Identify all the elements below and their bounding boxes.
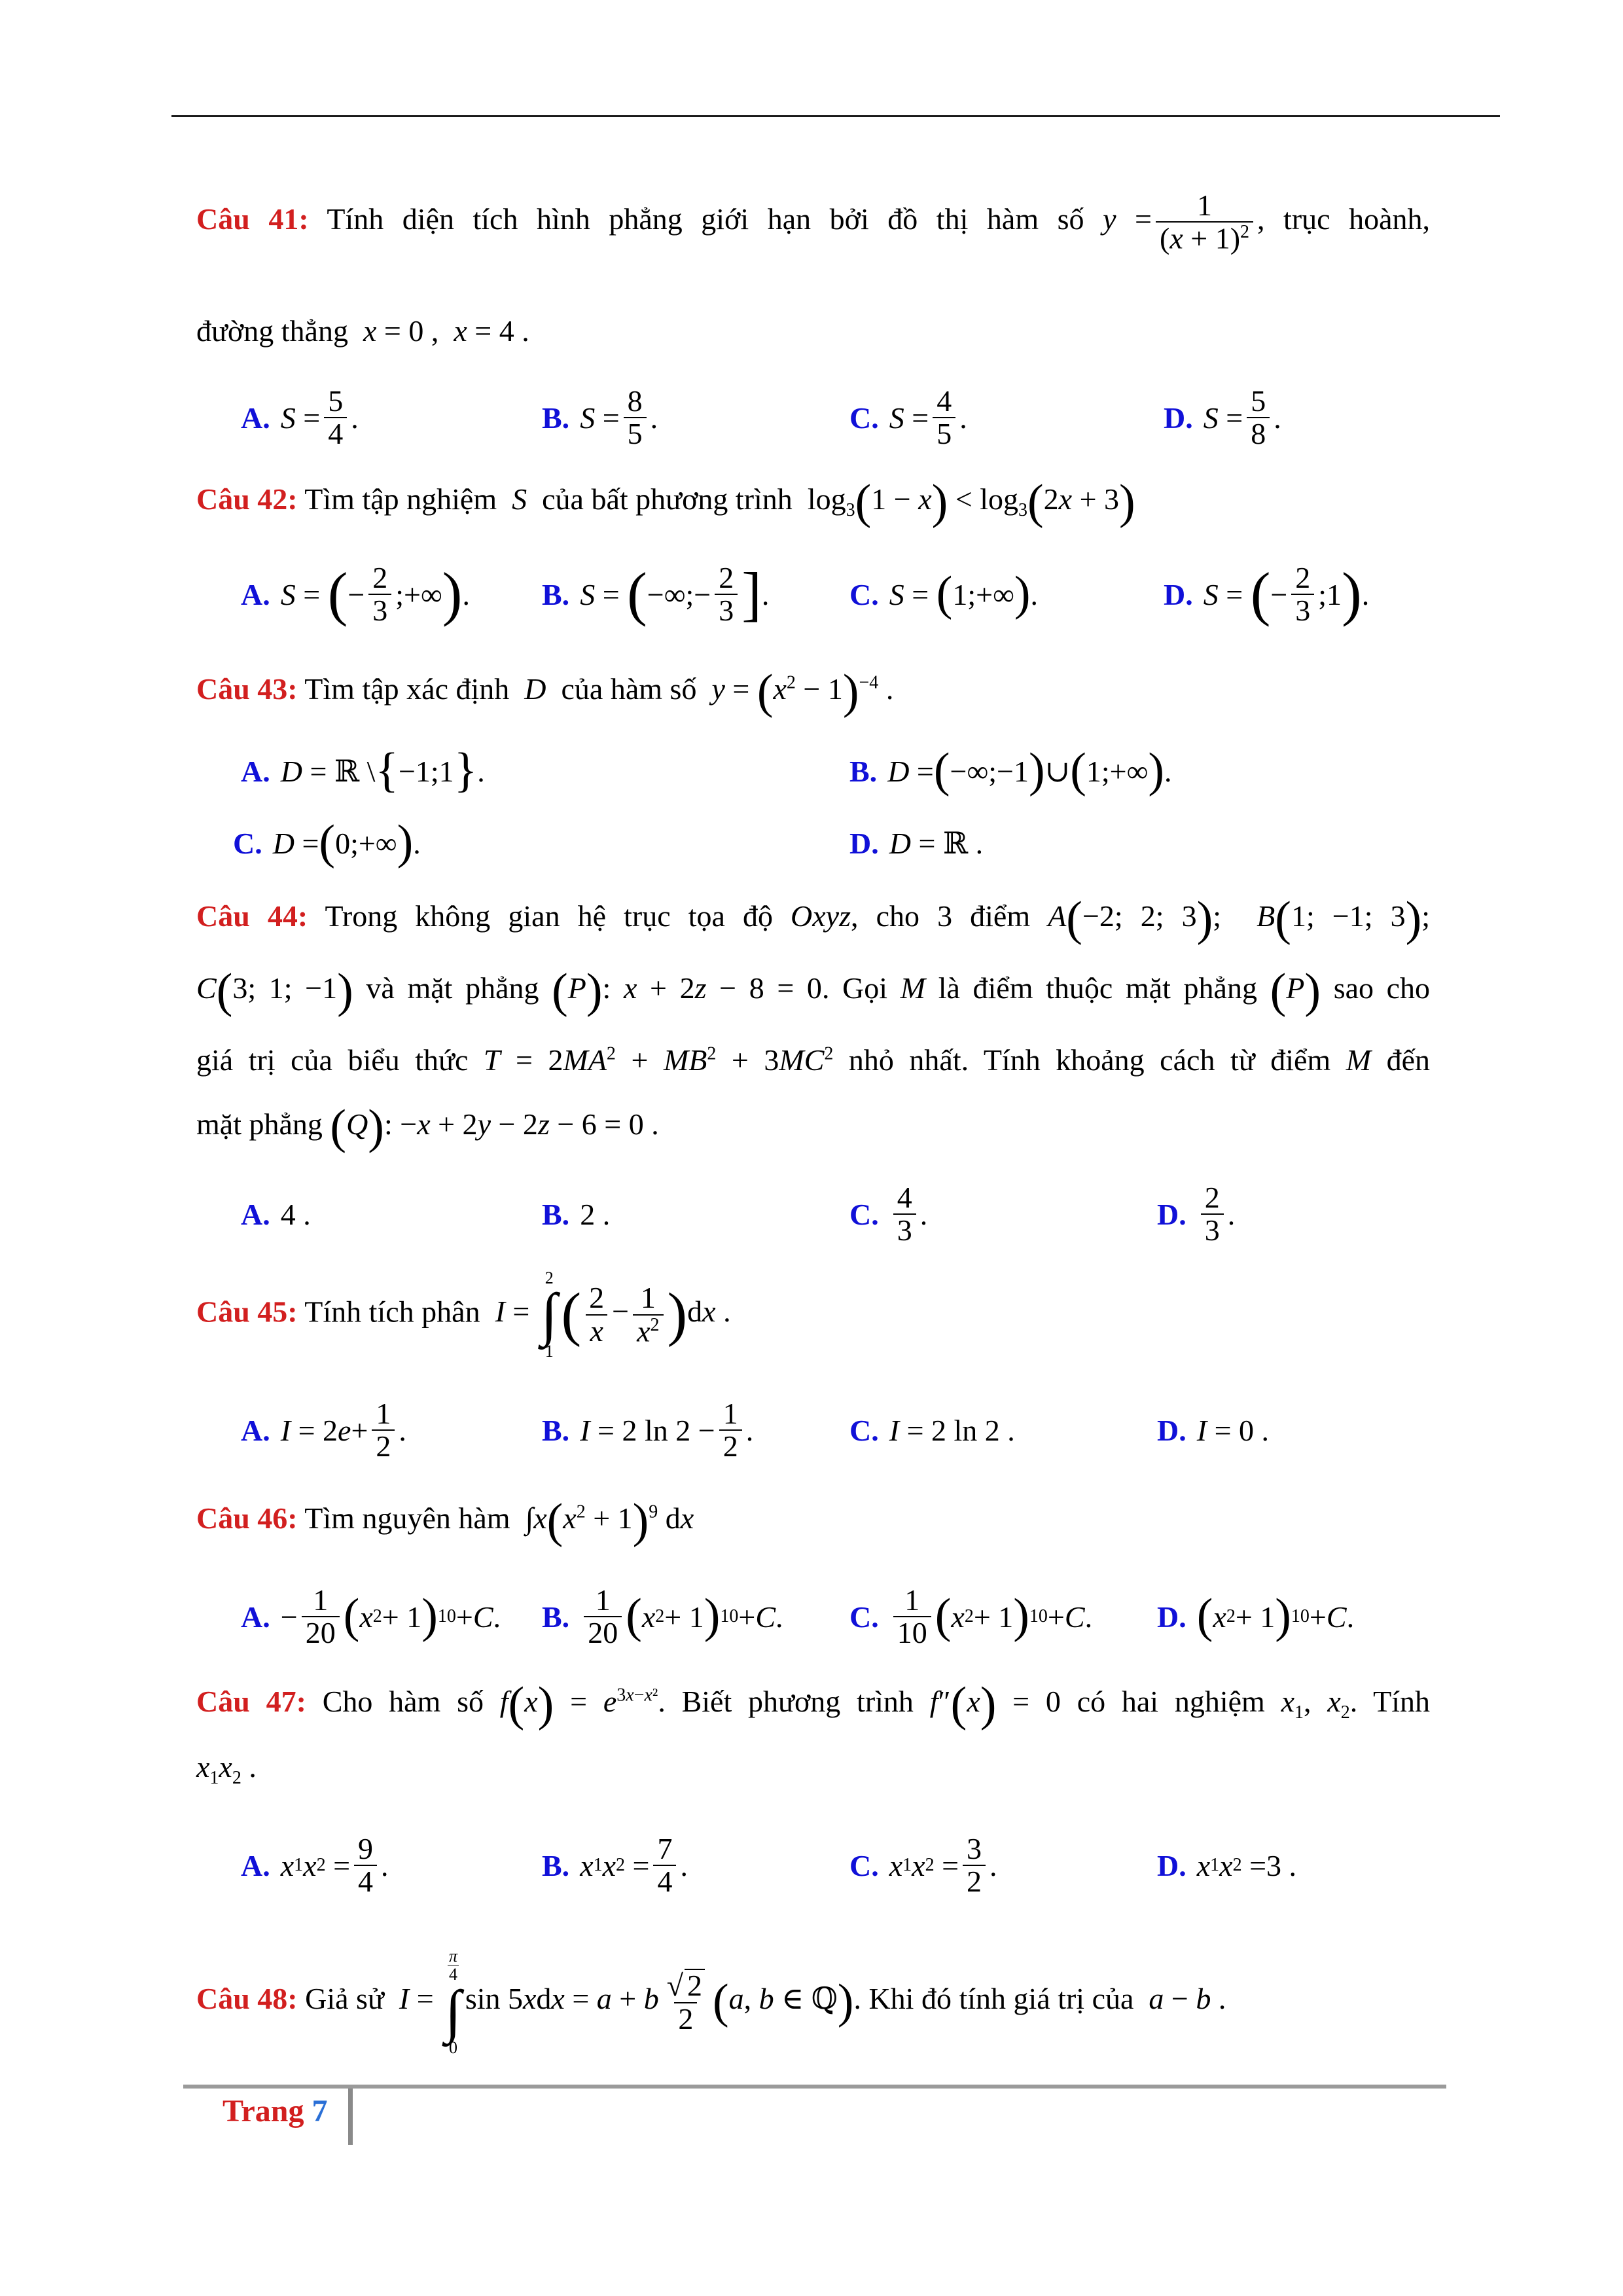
formula: x = 0 , x = 4 . [363,314,529,348]
formula: (P): x + 2z − 8 = 0 [552,963,822,1018]
option-a[interactable]: A. 4 . [241,1197,311,1231]
formula: $x_1x_2$ . [196,1750,257,1789]
question-47-line2 [196,1749,1430,1789]
option-b[interactable]: B. x 1 x 2 = $\frac{7}{4}$ . [542,1831,688,1898]
question-44-line4: mặt phẳng (Q): −x + 2y − 2z − 6 = 0 . [196,1100,659,1154]
option-a[interactable]: A. S = ( − $\frac{2}{3}$ ;+∞ ) . [241,560,470,628]
question-text: Tính diện tích hình phẳng giới hạn bởi đồ thị hàm số [327,202,1084,236]
option-b[interactable]: B. S = $\frac{8}{5}$ . [542,384,658,450]
formula: I = 2 ∫ 1 ( $\frac{2}{x}$ − $\frac{1}{x^2}$ )dx . [495,1268,731,1361]
answer-options-41 [0,378,1623,457]
question-48: Câu 48: Giả sử I = $\frac{\pi}{4}$ ∫ 0 sin 5xdx = a + b $\frac{√ 2}{2}$ (a, b ∈ ℚ). Khi đó tính giá trị của a − b . [196,1946,1226,2058]
option-c[interactable]: C. x 1 x 2 = $\frac{3}{2}$ . [849,1831,997,1898]
option-a[interactable]: A. I = 2 e + $\frac{1}{2}$ . [241,1396,406,1463]
formula: $\int x(x^2 + 1)^9$ dx [518,1494,694,1548]
option-a[interactable]: A. x 1 x 2 = $\frac{9}{4}$ . [241,1831,389,1898]
header-rule [171,115,1500,117]
formula: f″(x) = 0 [929,1677,1061,1731]
formula: a − b . [1149,1982,1226,2016]
option-d[interactable]: D. ( x 2 + 1 ) 10 + C . [1157,1589,1355,1643]
option-d[interactable]: D. I = 0 . [1157,1413,1270,1447]
option-b[interactable]: B. $\frac{1}{20}$ ( x 2 + 1 ) 10 + C . [542,1583,783,1649]
page-number: 7 [312,2094,328,2128]
formula: y = $\frac{1}{(x + 1)^2}$ [1103,202,1257,236]
option-c[interactable]: C. S = ( 1;+∞ ) . [849,567,1039,621]
formula: $y = (x^2 - 1)^{-4}$ . [711,664,894,719]
question-42: Câu 42: Tìm tập nghiệm S của bất phương trình $\log_3(1 - x) < \log_3(2x + 3)$ [196,475,1135,529]
question-43: Câu 43: Tìm tập xác định D của hàm số $y = (x^2 - 1)^{-4}$ . [196,664,894,719]
footer-label: Trang [223,2094,304,2128]
option-b[interactable]: B. 2 . [542,1197,611,1231]
question-44-line2: C(3; 1; −1) và mặt phẳng (P): x + 2z − 8 = 0. Gọi M là điểm thuộc mặt phẳng (P) sao cho [196,963,1431,1018]
answer-options-47 [0,1826,1623,1905]
option-c[interactable]: C. I = 2 ln 2 . [849,1413,1015,1447]
option-b[interactable]: B. S = ( −∞;− $\frac{2}{3}$ ] . [542,560,770,628]
question-44-line3: giá trị của biểu thức $T = 2MA^2 + MB^2 + 3MC^2$ nhỏ nhất. Tính khoảng cách từ điểm M đến [196,1043,1430,1077]
question-47: Câu 47: Cho hàm số $f(x) = e^{3x-x^2}$. Biết phương trình f″(x) = 0 có hai nghiệm $x_1$, $x_2$. Tính [196,1677,1431,1731]
formula: I = $\frac{\pi}{4}$ ∫ 0 sin 5xdx = a + b $\frac{√ 2}{2}$ (a, b ∈ ℚ) [399,1946,854,2058]
option-a[interactable]: A. S = $\frac{5}{4}$ . [241,384,359,450]
option-d[interactable]: D. x 1 x 2 = 3 . [1157,1848,1297,1882]
option-d[interactable]: D. $\frac{2}{3}$ . [1157,1180,1236,1247]
option-d[interactable]: D. S = $\frac{5}{8}$ . [1164,384,1281,450]
answer-options-43-row2 [0,804,1623,882]
footer-divider [348,2089,353,2145]
formula: $x_1$, $x_2$ [1281,1685,1350,1723]
formula: $T = 2MA^2 + MB^2 + 3MC^2$ [483,1043,834,1077]
option-d[interactable]: D. D = ℝ . [849,826,984,860]
question-41-line2: đường thẳng x = 0 , x = 4 . [196,314,529,348]
question-41: Câu 41: Tính diện tích hình phẳng giới hạn bởi đồ thị hàm số y = $\frac{1}{(x + 1)^2}$ , trục hoành, [196,188,1431,255]
question-45: Câu 45: Tính tích phân I = 2 ∫ 1 ( $\frac{2}{x}$ − $\frac{1}{x^2}$ )dx . [196,1268,731,1361]
footer-rule [183,2085,1446,2089]
question-label: Câu 41: [196,202,309,236]
option-a[interactable]: A. − $\frac{1}{20}$ ( x 2 + 1 ) 10 + C . [241,1583,501,1649]
page-footer [223,2093,327,2129]
formula: $\log_3(1 - x) < \log_3(2x + 3)$ [800,475,1135,529]
answer-options-45 [0,1391,1623,1469]
formula: (Q): −x + 2y − 2z − 6 = 0 . [330,1100,659,1154]
formula: A(−2; 2; 3); B(1; −1; 3); [1048,891,1431,946]
answer-options-46 [0,1577,1623,1656]
answer-options-43-row1 [0,732,1623,810]
option-c[interactable]: C. D = ( 0;+∞ ) . [233,816,421,870]
option-a[interactable]: A. D = ℝ \ { −1;1 } . [241,744,485,798]
option-b[interactable]: B. D = ( −∞;−1 ) ∪ ( 1;+∞ ) . [849,744,1172,798]
option-c[interactable]: C. S = $\frac{4}{5}$ . [849,384,967,450]
answer-options-44 [0,1175,1623,1253]
option-b[interactable]: B. I = 2 ln 2 − $\frac{1}{2}$ . [542,1396,754,1463]
formula: $f(x) = e^{3x-x^2}$ [499,1677,658,1731]
option-c[interactable]: C. $\frac{4}{3}$ . [849,1180,928,1247]
formula: C(3; 1; −1) [196,963,353,1018]
answer-options-42 [0,555,1623,634]
question-44: Câu 44: Trong không gian hệ trục tọa độ Oxyz, cho 3 điểm A(−2; 2; 3); B(1; −1; 3); [196,891,1431,946]
option-d[interactable]: D. S = ( − $\frac{2}{3}$ ;1 ) . [1164,560,1370,628]
option-c[interactable]: C. $\frac{1}{10}$ ( x 2 + 1 ) 10 + C . [849,1583,1093,1649]
question-46: Câu 46: Tìm nguyên hàm $\int x(x^2 + 1)^9$ dx [196,1494,694,1548]
